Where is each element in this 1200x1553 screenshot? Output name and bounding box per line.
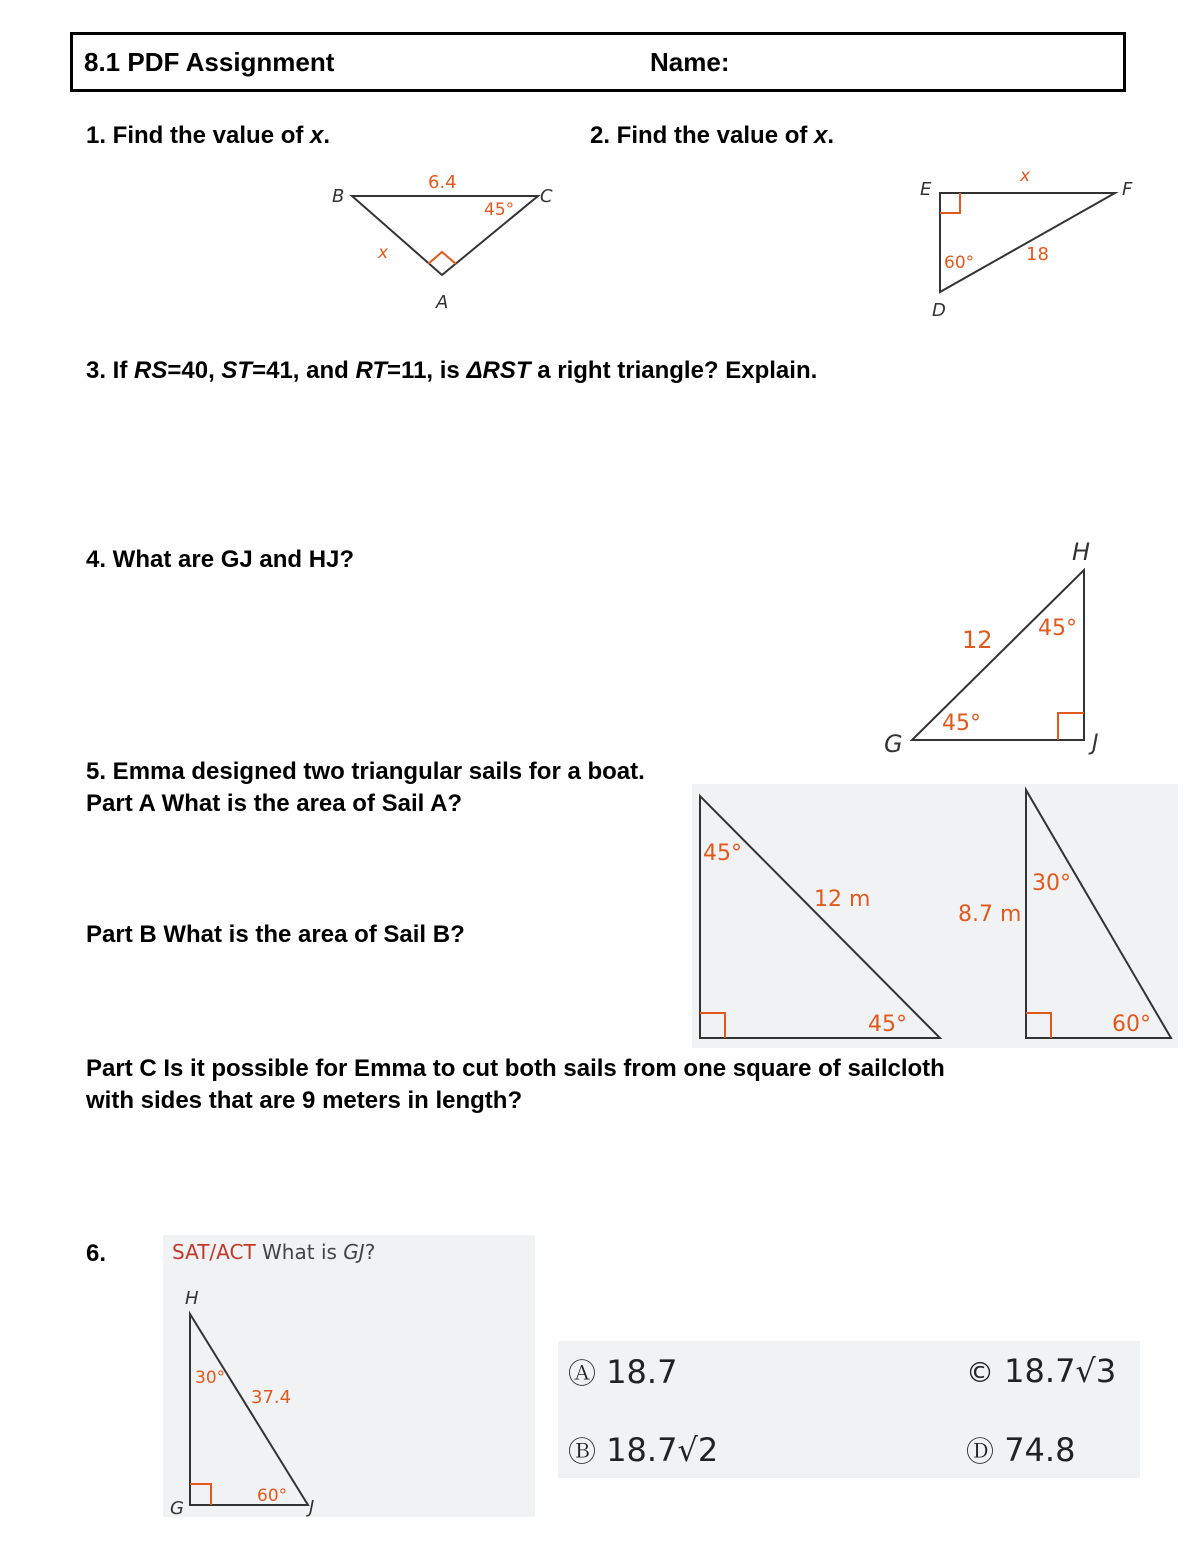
q5-part-c-line2: with sides that are 9 meters in length?: [86, 1087, 523, 1114]
q2-right-angle-mark: [940, 193, 960, 213]
q1-vertex-b: B: [332, 186, 345, 207]
q3-st: ST: [221, 357, 253, 384]
q1-vertex-c: C: [540, 186, 553, 207]
sail-a-triangle: [700, 796, 940, 1038]
q3-text-2: =40,: [167, 357, 222, 384]
sat-act-tag: SAT/ACT: [172, 1240, 256, 1264]
sail-a-angle-top: 45°: [703, 841, 742, 866]
q2-hypotenuse: 18: [1026, 244, 1049, 265]
q3-prompt: [86, 357, 817, 385]
q3-text-3: =41, and: [252, 357, 356, 384]
q1-prompt-text: 1. Find the value of: [86, 122, 311, 149]
q1-vertex-a: A: [436, 292, 449, 313]
q5-part-c-line1: Part C Is it possible for Emma to cut both sails from one square of sailcloth: [86, 1055, 945, 1082]
q3-rs: RS: [134, 357, 168, 384]
sail-b-right-angle-mark: [1026, 1013, 1051, 1038]
q6-vertex-g: G: [170, 1498, 184, 1517]
q5-intro: 5. Emma designed two triangular sails for a boat.: [86, 758, 645, 785]
q6-hypotenuse: 37.4: [251, 1387, 292, 1408]
q4-prompt: 4. What are GJ and HJ?: [86, 546, 355, 573]
q3-text-1: 3. If: [86, 357, 135, 384]
q1-right-angle-mark: [428, 252, 456, 264]
q1-angle: 45°: [484, 200, 515, 220]
q1-side-x: x: [378, 243, 389, 263]
q3-rt: RT: [355, 357, 388, 384]
q1-triangle-figure: [320, 160, 570, 320]
q4-angle-top: 45°: [1038, 616, 1077, 641]
q2-var: x: [814, 122, 828, 149]
q6-triangle-figure: [163, 1280, 535, 1517]
q6-question-end: ?: [364, 1240, 376, 1264]
sails-figure: [692, 784, 1178, 1048]
choice-d[interactable]: [966, 1430, 1075, 1470]
choice-c[interactable]: [966, 1352, 1116, 1390]
sail-b-angle-bottom: 60°: [1112, 1012, 1151, 1037]
q2-vertex-f: F: [1122, 179, 1133, 200]
choice-a-value: 18.7: [606, 1353, 678, 1391]
name-label: Name:: [650, 47, 730, 77]
q5-part-b: Part B What is the area of Sail B?: [86, 921, 465, 948]
q6-question-text: What is: [262, 1240, 344, 1264]
choice-b[interactable]: [568, 1430, 718, 1470]
q2-triangle-figure: [910, 160, 1150, 325]
q2-prompt-text: 2. Find the value of: [590, 122, 815, 149]
q6-header: [172, 1240, 375, 1264]
q3-text-4: =11, is: [387, 357, 467, 384]
sail-b-triangle: [1026, 790, 1171, 1038]
q4-triangle-figure: [870, 530, 1110, 765]
choice-b-value: 18.7√2: [606, 1431, 719, 1469]
q2-prompt: [590, 122, 834, 150]
q4-vertex-j: J: [1092, 731, 1099, 756]
q1-prompt-end: .: [323, 122, 331, 149]
q6-angle-top: 30°: [195, 1368, 226, 1388]
q6-vertex-j: J: [309, 1497, 315, 1517]
q5-part-a: Part A What is the area of Sail A?: [86, 790, 463, 817]
q1-var: x: [310, 122, 324, 149]
q2-vertex-d: D: [932, 300, 946, 321]
q4-vertex-g: G: [884, 730, 903, 758]
sail-b-side: 8.7 m: [958, 902, 1022, 927]
q2-prompt-end: .: [827, 122, 835, 149]
sail-b-angle-top: 30°: [1032, 871, 1071, 896]
q2-angle: 60°: [944, 253, 975, 273]
q3-triangle-name: ΔRST: [466, 357, 531, 384]
q1-prompt: [86, 122, 330, 150]
q2-side-x: x: [1020, 166, 1031, 186]
q6-question-var: GJ: [343, 1240, 365, 1264]
q4-angle-bottom: 45°: [942, 711, 981, 736]
q1-side-top: 6.4: [428, 172, 457, 193]
choice-d-value: 74.8: [1004, 1431, 1076, 1469]
q2-triangle: [940, 193, 1115, 292]
choice-a-marker: Ⓐ: [568, 1357, 597, 1390]
choice-a[interactable]: [568, 1352, 677, 1392]
choice-b-marker: Ⓑ: [568, 1435, 597, 1468]
q6-number: 6.: [86, 1240, 107, 1267]
sail-a-right-angle-mark: [700, 1013, 725, 1038]
choice-c-value: 18.7√3: [1004, 1352, 1117, 1390]
q6-right-angle-mark: [190, 1484, 211, 1505]
q4-vertex-h: H: [1072, 538, 1091, 566]
q3-text-5: a right triangle? Explain.: [530, 357, 818, 384]
q6-vertex-h: H: [185, 1288, 199, 1309]
q4-right-angle-mark: [1058, 713, 1084, 740]
choice-d-marker: Ⓓ: [966, 1435, 995, 1468]
q2-vertex-e: E: [920, 179, 932, 200]
sail-a-angle-bottom: 45°: [868, 1012, 907, 1037]
sail-a-hypotenuse: 12 m: [814, 887, 871, 912]
assignment-title: 8.1 PDF Assignment: [84, 47, 335, 77]
choice-c-marker: ©: [966, 1356, 994, 1389]
q6-angle-bottom: 60°: [257, 1486, 288, 1506]
q6-triangle: [190, 1314, 308, 1505]
q4-hypotenuse: 12: [962, 626, 993, 654]
